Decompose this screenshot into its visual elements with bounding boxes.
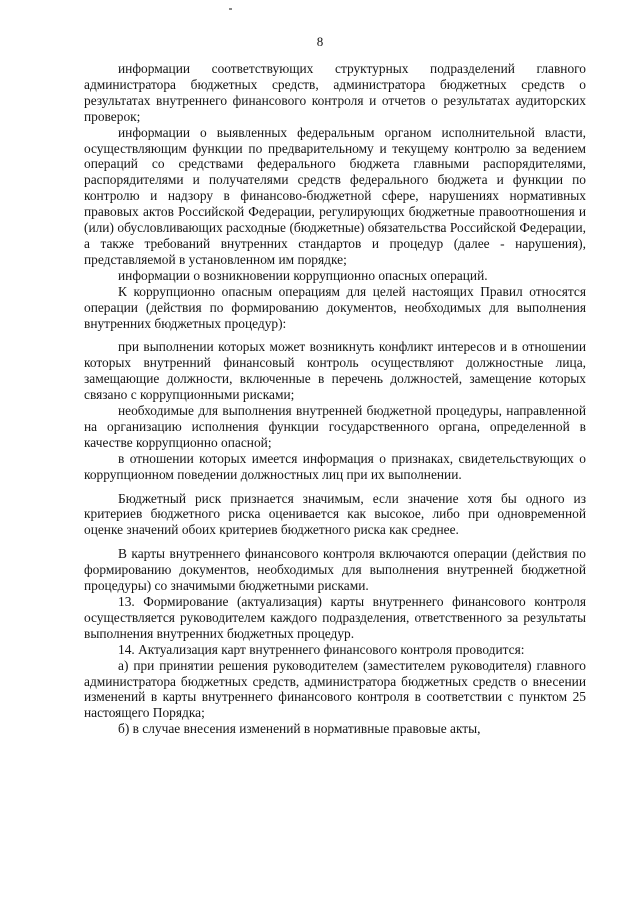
paragraph: информации о выявленных федеральным органом исполнительной власти, осуществляющим функции по предварительному и текущему контролю за ведением операций со средствами федерального бюджета главными распорядителями, распорядителями и получателями средств федерального бюджета и функции по контролю и надзору в финансово-бюджетной сфере, нарушениях нормативных правовых актов Российской Федерации, регулирующих бюджетные правоотношения и (или) обусловливающих расходные (бюджетные) обязательства Российской Федерации, а также требований внутренних стандартов и процедур (далее - нарушения), представляемой в установленном им порядке; <box>84 124 586 267</box>
document-body <box>84 61 586 737</box>
paragraph: информации соответствующих структурных подразделений главного администратора бюджетных средств, администратора бюджетных средств о результатах внутреннего финансового контроля и отчетов о результатах аудиторских проверок; <box>84 61 586 124</box>
paragraph: В карты внутреннего финансового контроля включаются операции (действия по формированию документов, необходимых для выполнения внутренней бюджетной процедуры) со значимыми бюджетными рисками. <box>84 546 586 594</box>
paragraph: Бюджетный риск признается значимым, если значение хотя бы одного из критериев бюджетного риска оценивается как высокое, либо при одновременной оценке значений обоих критериев бюджетного риска как среднее. <box>84 490 586 538</box>
paragraph: необходимые для выполнения внутренней бюджетной процедуры, направленной на организацию исполнения функции государственного органа, определенной в качестве коррупционно опасной; <box>84 403 586 450</box>
paragraph: в отношении которых имеется информация о признаках, свидетельствующих о коррупционном поведении должностных лиц при их выполнении. <box>84 450 586 482</box>
page-number: 8 <box>316 34 324 49</box>
paragraph: 14. Актуализация карт внутреннего финансового контроля проводится: <box>118 641 525 657</box>
paragraph: К коррупционно опасным операциям для целей настоящих Правил относятся операции (действия по формированию документов, необходимых для выполнения внутренних бюджетных процедур): <box>84 283 586 331</box>
paragraph: при выполнении которых может возникнуть конфликт интересов и в отношении которых внутренний финансовый контроль осуществляют должностные лица, замещающие должности, включенные в перечень должностей, замещение которых связано с коррупционными рисками; <box>84 339 586 403</box>
paragraph: б) в случае внесения изменений в нормативные правовые акты, <box>118 721 481 737</box>
paragraph: информации о возникновении коррупционно опасных операций. <box>118 267 488 283</box>
scan-speck <box>229 8 232 10</box>
paragraph: 13. Формирование (актуализация) карты внутреннего финансового контроля осуществляется руководителем каждого подразделения, ответственного за результаты выполнения внутренних бюджетных процедур. <box>84 594 586 641</box>
paragraph: а) при принятии решения руководителем (заместителем руководителя) главного администратора бюджетных средств, администратора бюджетных средств о внесении изменений в карты внутреннего финансового контроля в соответствии с пунктом 25 настоящего Порядка; <box>84 657 586 721</box>
